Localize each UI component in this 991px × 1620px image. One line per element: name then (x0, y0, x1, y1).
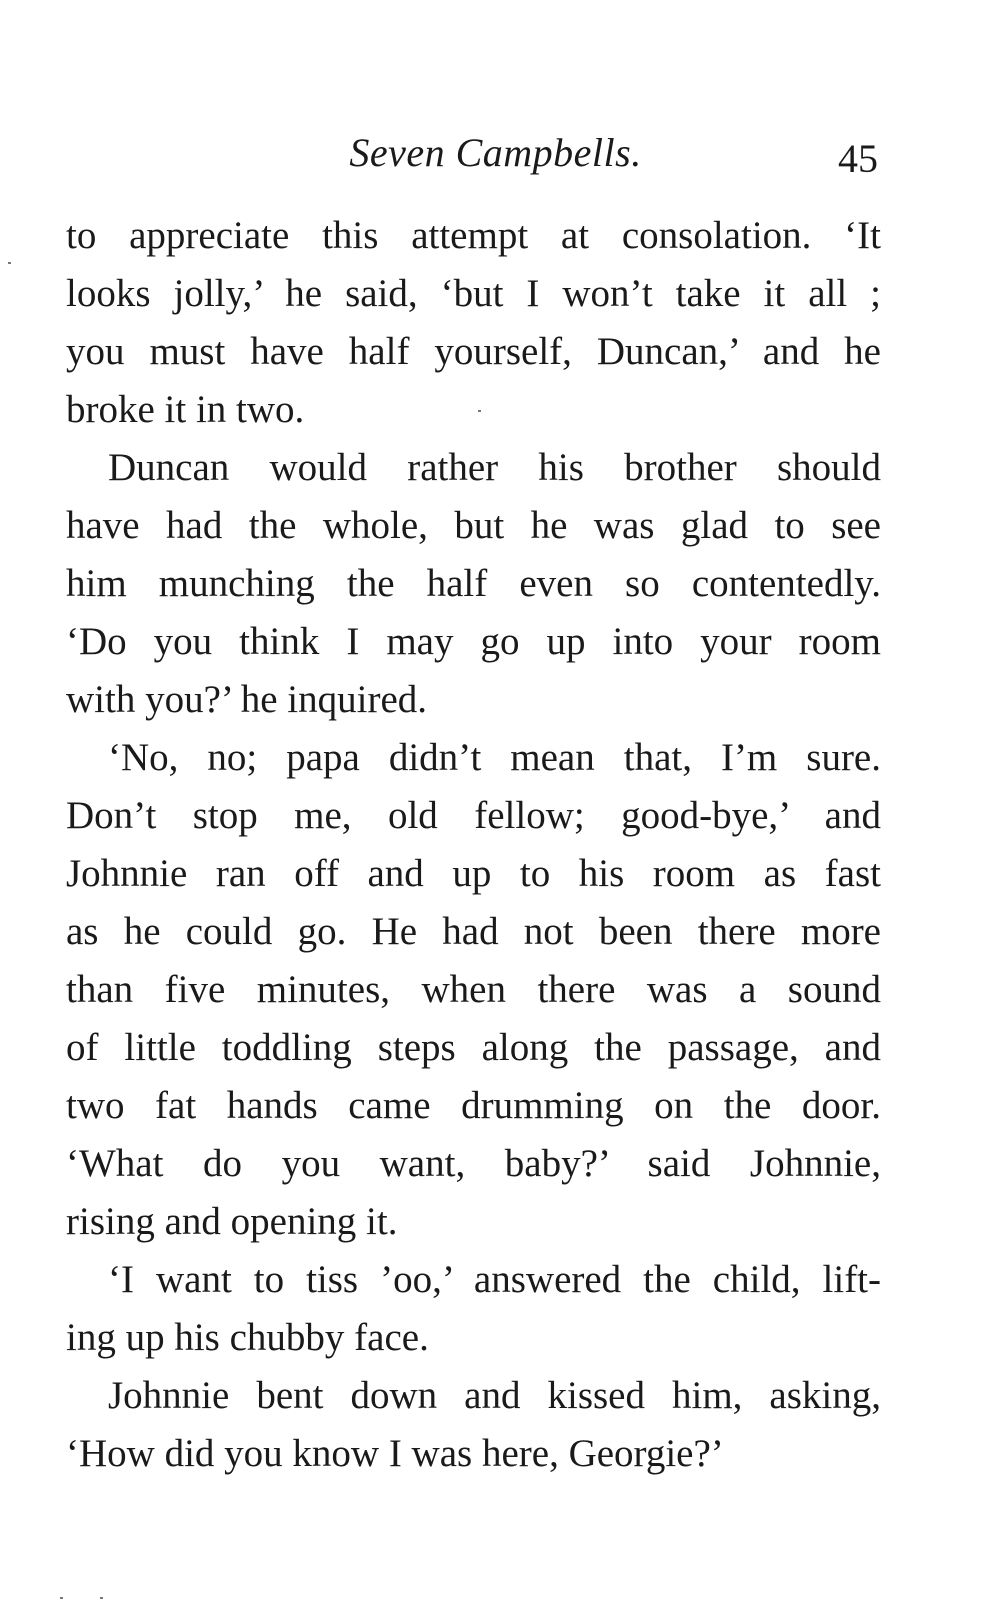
text-line: Johnnie bent down and kissed him, asking, (108, 1374, 881, 1417)
text-line: rising and opening it. (66, 1200, 398, 1243)
text-line: two fat hands came drumming on the door. (66, 1084, 881, 1127)
text-line: than five minutes, when there was a sound (66, 968, 881, 1011)
text-line: have had the whole, but he was glad to see (66, 504, 881, 547)
scan-speck (478, 410, 481, 412)
text-line: ‘Do you think I may go up into your room (66, 620, 881, 663)
text-line: broke it in two. (66, 388, 305, 431)
text-line: ‘No, no; papa didn’t mean that, I’m sure. (108, 736, 881, 779)
scan-speck (8, 262, 11, 264)
text-line: as he could go. He had not been there more (66, 910, 881, 953)
text-line: with you?’ he inquired. (66, 678, 428, 721)
text-line: ‘What do you want, baby?’ said Johnnie, (66, 1142, 881, 1185)
text-line: ‘I want to tiss ’oo,’ answered the child, lift- (108, 1258, 881, 1301)
scan-speck (60, 1597, 63, 1599)
text-line: looks jolly,’ he said, ‘but I won’t take it all ; (66, 272, 881, 315)
text-line: ing up his chubby face. (66, 1316, 429, 1359)
text-line: him munching the half even so contentedly. (66, 562, 881, 605)
text-line: Johnnie ran off and up to his room as fast (66, 852, 881, 895)
text-line: you must have half yourself, Duncan,’ and he (66, 330, 881, 373)
running-title: Seven Campbells. (349, 130, 642, 175)
text-line: Duncan would rather his brother should (108, 446, 881, 489)
scan-speck (100, 1597, 103, 1599)
text-line: to appreciate this attempt at consolation. ‘It (66, 214, 881, 257)
text-line: Don’t stop me, old fellow; good-bye,’ and (66, 794, 881, 837)
text-line: ‘How did you know I was here, Georgie?’ (66, 1432, 724, 1475)
text-line: of little toddling steps along the passage, and (66, 1026, 881, 1069)
page-number: 45 (838, 136, 878, 181)
